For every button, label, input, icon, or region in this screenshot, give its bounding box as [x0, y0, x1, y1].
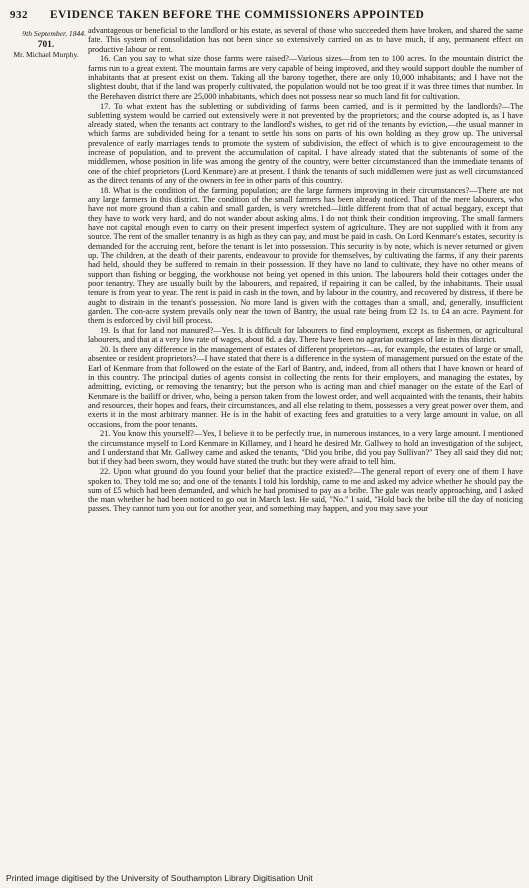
paragraph-q19: 19. Is that for land not manured?—Yes. It is difficult for labourers to find employment, except as fishermen, or agricultural labourers, and that at a very low rate of wages, about 8d. a day. There have been no agrarian outrages of late in this district.: [88, 326, 523, 345]
paragraph-q17: 17. To what extent has the subletting or subdividing of farms been carried, and is it permitted by the landlords?—The subletting system would be carried out extensively were it not prevented by the proprietors; and the course adopted is, as I have already stated, when the tenants act contrary to the landlord's wishes, to get rid of the tenants by eviction,—the usual manner in which farms are subdivided being for a tenant to settle his sons on parts of his own holding as they grow up. The universal prevalence of early marriages tends to promote the system of subdivision, the effect of which is to give encouragement to the increase of population, and to prevent the accumulation of capital. I have already stated that the subtenants of some of the middlemen, whose position in life was among the gentry of the country, were better circumstanced than the immediate tenants of one of the chief proprietors (Lord Kenmare) are at present. I think the tenants of such middlemen were just as well circumstanced as the direct tenants of any of the owners in fee in other parts of this country.: [88, 101, 523, 185]
margin-date: 9th September, 1844.: [22, 29, 86, 38]
witness-name: Mr. Michael Murphy.: [13, 50, 79, 59]
evidence-text: [88, 26, 523, 514]
paragraph-q22: 22. Upon what ground do you found your belief that the practice existed?—The general report of every one of them I have spoken to. They told me so; and one of the tenants I told his lordship, came to me and asked my advice whether he should pay the sum of £5 which had been demanded, and which he had promised to pay as a bribe. The gale was nearly approaching, and I asked the man whether he had been noticed to go out in March last. He said, "No." I said, "Hold back the bribe till the day of noticing passes. They cannot turn you out for another year, and something may happen, and you may save your: [88, 467, 523, 514]
paragraph-continuation: advantageous or beneficial to the landlord or his estate, as several of those who succeeded them have broken, and shared the same fate. This system of consolidation has not been since so extensively carried on as to have much, if any, permanent effect on productive labour or rent.: [88, 26, 523, 54]
running-title: EVIDENCE TAKEN BEFORE THE COMMISSIONERS APPOINTED: [50, 9, 425, 21]
page-number: 932: [10, 9, 28, 21]
paragraph-q21: 21. You know this yourself?—Yes, I believe it to be perfectly true, in numerous instances, to a very large amount. I mentioned the circumstance myself to Lord Kenmare in Killarney, and I heard he desired Mr. Gallwey to hold an investigation of the subject, and I understand that Mr. Gallwey came and asked the tenants, "Did you bribe, did you pay Sullivan?" They all said they did not; but if they had been sworn, they would have stated the truth: but they were afraid to tell him.: [88, 429, 523, 467]
paragraph-q20: 20. Is there any difference in the management of estates of different proprietors—as, for example, the estates of large or small, absentee or resident proprietors?—I have stated that there is a difference in the system of management pursued on the estate of the Earl of Kenmare from that followed on the estate of the Earl of Bantry, and, indeed, from all others that I have known or heard of in this country. The principal duties of agents consist in collecting the rents for their employers, and managing the estates, by admitting, evicting, or removing the tenantry; but the person who is acting man and chief manager on the estate of the Earl of Kenmare is the bailiff or driver, who, being a person taken from the lowest order, and well acquainted with the tenants, their habits and resources, their hopes and fears, their circumstances, and all else relating to them, possesses a very great power over them, and exerts it in the most arbitrary manner. He is in the habit of exacting fees and gratuities to a very large amount in value, on all occasions, from the poor tenants.: [88, 345, 523, 429]
running-header: [0, 9, 529, 23]
margin-note: [6, 29, 86, 59]
paragraph-q18: 18. What is the condition of the farming population; are the large farmers improving in their circumstances?—There are not any large farmers in this district. The condition of the small farmers has been already noticed. That of the mere labourers, who have not more ground than a cabin and small garden, is very wretched—little different from that of actual beggary, except that they have to work very hard, and do not wander about asking alms. I do not think their condition improving. The small farmers have not capital enough even to carry on their present imperfect system of agriculture. They are not supplied with it from any source. The rent of the smaller tenantry is as high as they can pay, and must be paid in cash. On Lord Kenmare's estates, security is demanded for the accruing rent, before the tenant is let into possession. This security is by note, which is never returned or given up. The children, at the death of their parents, endeavour to provide for themselves, by cultivating the farms, if any their parents had held, should they be suffered to remain in their possession. If they have no land to cultivate, they have no other means of support than fishing or begging, the workhouse not being yet opened in this union. The labourers hold their cottages under the poor tenantry. They are usually built by the labourers, and repaired, if repairing it can be called, by the inhabitants. Their usual tenure is from year to year. The rent is paid in cash in the town, and by labour in the country, and recovered by distress, if there be aught to distrain in the tenant's possession. No more land is given with the cottages than a small, and, generally, insufficient garden. The con-acre system prevails only near the town of Bantry, the usual rate being from £2 1s. to £4 an acre. Payment for them is enforced by civil bill process.: [88, 185, 523, 326]
paragraph-q16: 16. Can you say to what size those farms were raised?—Various sizes—from ten to 100 acres. In the mountain district the farms run to a great extent. The mountain farms are very capable of being improved, and they would support double the number of inhabitants that at present exist on them. Taking all the barony together, there are only 10,000 inhabitants; and I have not the slightest doubt, that if the land was properly cultivated, the population would not be too great if it was three times that number. In the Berehaven district there are 25,000 inhabitants, which does not possess near so much land fit for cultivation.: [88, 54, 523, 101]
witness-number: 701.: [37, 40, 55, 50]
digitisation-footer: Printed image digitised by the University of Southampton Library Digitisation Unit: [6, 873, 313, 883]
